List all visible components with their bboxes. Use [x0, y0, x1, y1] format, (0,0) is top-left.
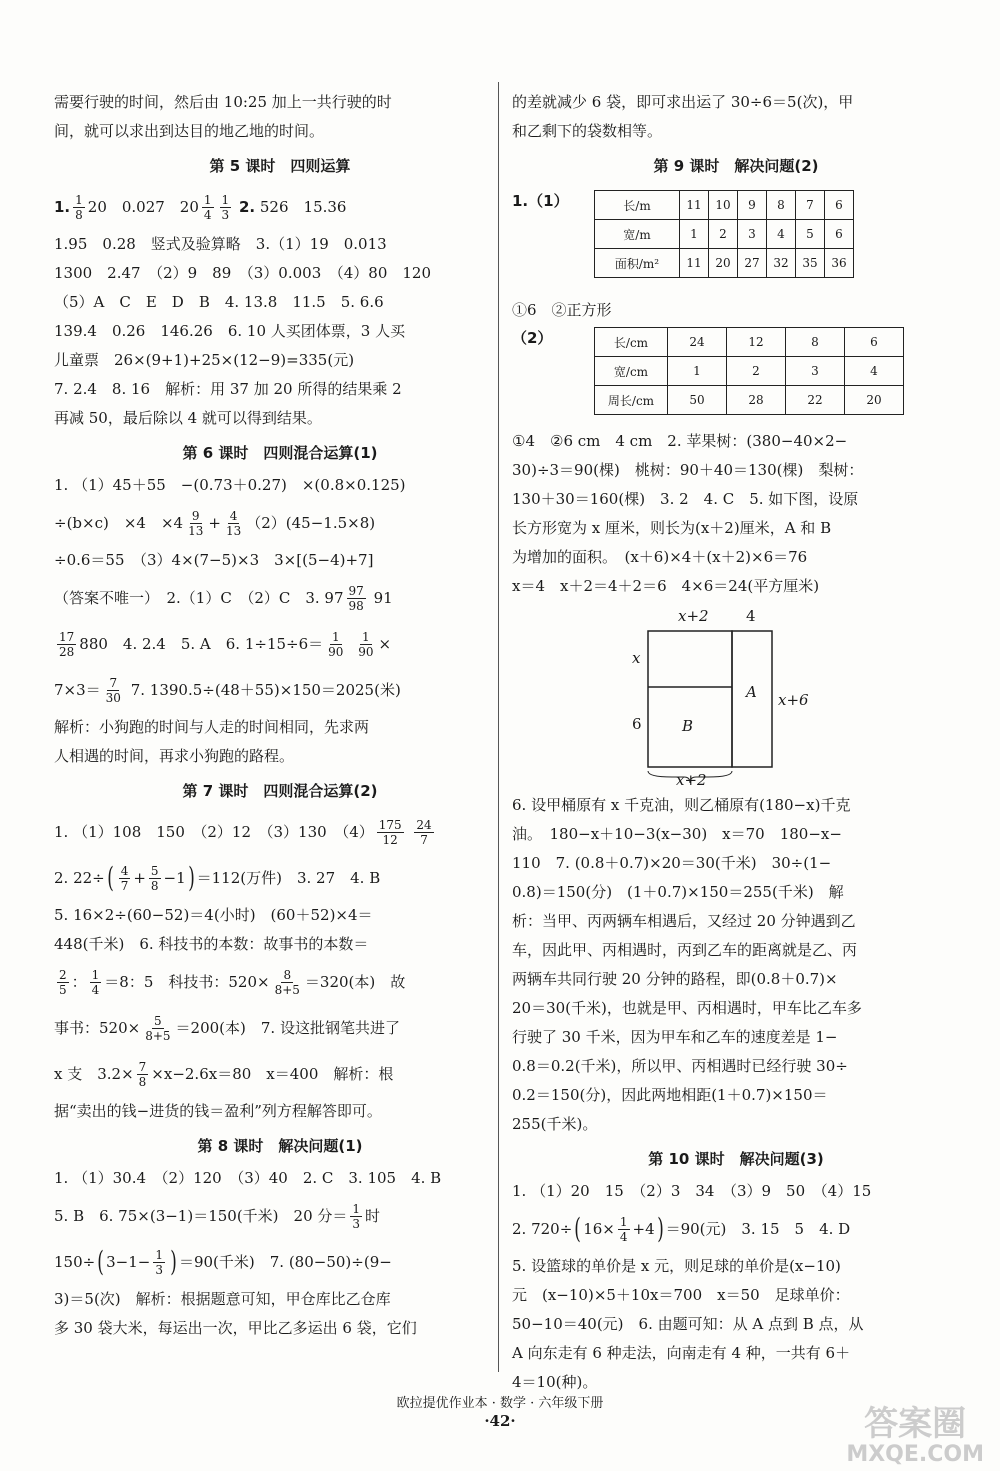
text-line: 50−10＝40(元) 6. 由题可知：从 A 点到 B 点，从 [512, 1315, 864, 1333]
table-cell: 35 [796, 249, 825, 278]
text-line: 1. （1）45＋55 −(0.73＋0.27) ×(0.8×0.125) [54, 476, 406, 494]
fraction: $\frac{97}{98}$ [348, 583, 364, 613]
text-line: 析：当甲、丙两辆车相遇后，又经过 20 分钟遇到乙 [512, 912, 856, 930]
row-header: 周长/cm [595, 386, 668, 415]
text-line: 30)÷3＝90(棵) 桃树：90＋40＝130(棵) 梨树： [512, 461, 864, 479]
table-row [595, 386, 904, 415]
table-cell: 6 [825, 220, 854, 249]
text-line: 150÷ ( 3−1− $\frac{1}{3}$ ) ＝90(千米) 7. (80−50)÷(9− [54, 1245, 392, 1278]
text-line: 1. $\frac{1}{8}$ 20 0.027 20 $\frac{1}{4}$ $\frac{1}{3}$ 2. 526 15.36 [54, 192, 347, 222]
fraction: $\frac{1}{4}$ [91, 967, 100, 997]
text-line: 110 7. (0.8＋0.7)×20＝30(千米) 30÷(1− [512, 854, 832, 872]
text-line: x 支 3.2× $\frac{7}{8}$ ×x−2.6x＝80 x＝400 解析：根 [54, 1059, 394, 1089]
text-line: （答案不唯一） 2.（1）C （2）C 3. 97 $\frac{97}{98}$ 91 [54, 583, 393, 613]
row-header: 面积/m² [595, 249, 680, 278]
label-top-right: 4 [746, 607, 756, 625]
text-line: 5. 16×2÷(60−52)＝4(小时) (60＋52)×4＝ [54, 906, 373, 924]
text-line: 和乙剩下的袋数相等。 [512, 122, 663, 140]
label-left: x [632, 649, 641, 667]
text-line: 0.8＝0.2(千米)，所以甲、丙相遇时已经行驶 30÷ [512, 1057, 848, 1075]
text-line: ÷0.6＝55 （3）4×(7−5)×3 3×[(5−4)+7] [54, 551, 374, 569]
text-line: 5. B 6. 75×(3−1)＝150(千米) 20 分＝ $\frac{1}{3}$ 时 [54, 1201, 381, 1231]
table-cell: 50 [668, 386, 727, 415]
text-line: 20＝30(千米)，也就是甲、丙相遇时，甲车比乙车多 [512, 999, 862, 1017]
label-area-b: B [682, 717, 694, 735]
text-line: 1. （1）30.4 （2）120 （3）40 2. C 3. 105 4. B [54, 1169, 442, 1187]
table-cell: 8 [786, 328, 845, 357]
label-right: x+6 [778, 691, 809, 709]
text-line: 元 (x−10)×5＋10x＝700 x＝50 足球单价： [512, 1286, 850, 1304]
text-line: 两辆车共同行驶 20 分钟的路程，即(0.8＋0.7)× [512, 970, 838, 988]
footer-book-title: 欧拉提优作业本 · 数学 · 六年级下册 [396, 1396, 604, 1411]
table-cell: 7 [796, 191, 825, 220]
label-bottom: x+2 [676, 771, 707, 789]
fraction: $\frac{4}{13}$ [225, 508, 242, 538]
table-cell: 20 [845, 386, 904, 415]
table-cell: 3 [786, 357, 845, 386]
table-cell: 11 [680, 249, 709, 278]
table-cell: 2 [709, 220, 738, 249]
table-cell: 27 [738, 249, 767, 278]
text-line: 255(千米)。 [512, 1115, 598, 1133]
table-cell: 24 [668, 328, 727, 357]
table-cell: 36 [825, 249, 854, 278]
text-line: 多 30 袋大米，每运出一次，甲比乙多运出 6 袋，它们 [54, 1319, 417, 1337]
table-row [595, 191, 854, 220]
table-cell: 6 [825, 191, 854, 220]
original-rectangle [648, 631, 732, 767]
text-line: ÷(b×c) ×4 ×4 $\frac{9}{13}$ + $\frac{4}{13}$ （2）(45−1.5×8) [54, 508, 376, 538]
watermark-logo-text: 答案圈 [864, 1404, 967, 1444]
fraction: $\frac{9}{13}$ [188, 508, 204, 538]
section-heading-lesson-7: 第 7 课时 四则混合运算(2) [182, 782, 378, 800]
table-cell: 4 [845, 357, 904, 386]
text-line: 油。 180−x＋10−3(x−30) x＝70 180−x− [512, 825, 842, 843]
text-line: $\frac{17}{28}$ 880 4. 2.4 5. A 6. 1÷15÷6＝ $\frac{1}{90}$ $\frac{1}{90}$ × [59, 629, 392, 659]
text-line: 行驶了 30 千米，因为甲车和乙车的速度差是 1− [512, 1028, 838, 1046]
fraction: $\frac{7}{30}$ [105, 675, 121, 705]
fraction: $\frac{175}{12}$ [378, 817, 402, 847]
table-cell: 12 [727, 328, 786, 357]
text-line: 0.8)＝150(分) (1＋0.7)×150＝255(千米) 解 [512, 883, 844, 901]
text-line: （5）A C E D B 4. 13.8 11.5 5. 6.6 [54, 293, 384, 311]
text-line: 139.4 0.26 146.26 6. 10 人买团体票，3 人买 [54, 322, 406, 340]
table-row [595, 249, 854, 278]
table-cell: 28 [727, 386, 786, 415]
text-line: 需要行驶的时间，然后由 10:25 加上一共行驶的时 [54, 93, 392, 111]
text-line: 1. （1）20 15 （2）3 34 （3）9 50 （4）15 [512, 1182, 872, 1200]
table-cell: 32 [767, 249, 796, 278]
question-label: （2） [512, 329, 553, 347]
text-line: A 向东走有 6 种走法，向南走有 4 种，一共有 6＋ [512, 1344, 851, 1362]
text-line: 人相遇的时间，再求小狗跑的路程。 [54, 747, 295, 765]
fraction: $\frac{5}{8}$ [150, 863, 159, 893]
table-cell: 22 [786, 386, 845, 415]
table-cell: 20 [709, 249, 738, 278]
text-line: 1. （1）108 150 （2）12 （3）130 （4） $\frac{175}{12}$ $\frac{24}{7}$ [54, 817, 432, 847]
watermark [846, 1405, 984, 1467]
table-cell: 11 [680, 191, 709, 220]
section-heading-lesson-5: 第 5 课时 四则运算 [209, 157, 351, 175]
row-header: 宽/m [595, 220, 680, 249]
text-line: 车，因此甲、丙相遇时，丙到乙车的距离就是乙、丙 [512, 941, 858, 959]
row-header: 长/m [595, 191, 680, 220]
question-1-part-2 [512, 327, 960, 423]
page-number: ·42· [484, 1412, 516, 1430]
text-line: 2. 22÷ ( $\frac{4}{7}$ + $\frac{5}{8}$ −1 ) ＝112(万件) 3. 27 4. B [54, 861, 381, 894]
table-cell: 8 [767, 191, 796, 220]
text-line: 长方形宽为 x 厘米，则长为(x＋2)厘米，A 和 B [512, 519, 832, 537]
text-line: 4＝10(种)。 [512, 1373, 598, 1391]
right-column [512, 88, 960, 1397]
fraction: $\frac{7}{8}$ [138, 1059, 147, 1089]
text-line: 的差就减少 6 袋，即可求出运了 30÷6＝5(次)，甲 [512, 93, 854, 111]
text-line: 7×3＝ $\frac{7}{30}$ 7. 1390.5÷(48＋55)×150＝2025(米) [54, 675, 401, 705]
question-label: 1.（1） [512, 192, 569, 210]
fraction: $\frac{1}{90}$ [358, 629, 374, 659]
fraction: $\frac{1}{3}$ [221, 192, 230, 222]
label-top: x+2 [678, 607, 709, 625]
text-line: x＝4 x＋2＝4＋2＝6 4×6＝24(平方厘米) [512, 577, 820, 595]
text-line: 间，就可以求出到达目的地乙地的时间。 [54, 122, 325, 140]
text-line: 再减 50，最后除以 4 就可以得到结果。 [54, 409, 322, 427]
label-area-a: A [746, 683, 757, 701]
table-cell: 9 [738, 191, 767, 220]
table-cell: 1 [668, 357, 727, 386]
question-1-part-1 [512, 190, 960, 292]
table-cell: 5 [796, 220, 825, 249]
fraction: $\frac{1}{90}$ [328, 629, 344, 659]
table-cell: 6 [845, 328, 904, 357]
fraction: $\frac{1}{8}$ [75, 192, 83, 222]
rectangle-diagram [512, 605, 960, 787]
fraction: $\frac{5}{8+5}$ [145, 1013, 171, 1043]
table-cell: 10 [709, 191, 738, 220]
text-line: ①6 ②正方形 [512, 301, 612, 319]
text-line: 事书：520× $\frac{5}{8+5}$ ＝200(本) 7. 设这批钢笔共进了 [54, 1013, 400, 1043]
text-line: 5. 设篮球的单价是 x 元，则足球的单价是(x−10) [512, 1257, 841, 1275]
fraction: $\frac{1}{3}$ [155, 1247, 164, 1277]
label-bottom-left: 6 [632, 715, 642, 733]
fraction: $\frac{17}{28}$ [59, 629, 75, 659]
text-line: 据“卖出的钱−进货的钱＝盈利”列方程解答即可。 [54, 1102, 382, 1120]
table-cell: 4 [767, 220, 796, 249]
fraction: $\frac{4}{7}$ [120, 863, 129, 893]
rectangle-diagram-svg [512, 605, 960, 787]
section-heading-lesson-9: 第 9 课时 解决问题(2) [653, 157, 819, 175]
text-line: 7. 2.4 8. 16 解析：用 37 加 20 所得的结果乘 2 [54, 380, 402, 398]
table-cell: 3 [738, 220, 767, 249]
watermark-url: MXQE.COM [846, 1442, 984, 1467]
section-heading-lesson-6: 第 6 课时 四则混合运算(1) [182, 444, 378, 462]
text-line: ①4 ②6 cm 4 cm 2. 苹果树：(380−40×2− [512, 432, 848, 450]
text-line: 1.95 0.28 竖式及验算略 3.（1）19 0.013 [54, 235, 387, 253]
left-column [54, 88, 506, 1343]
text-line: 为增加的面积。 (x＋6)×4＋(x＋2)×6＝76 [512, 548, 808, 566]
text-line: 3)＝5(次) 解析：根据题意可知，甲仓库比乙仓库 [54, 1290, 391, 1308]
text-line: 6. 设甲桶原有 x 千克油，则乙桶原有(180−x)千克 [512, 796, 851, 814]
fraction: $\frac{1}{4}$ [619, 1214, 628, 1244]
text-line: 解析：小狗跑的时间与人走的时间相同，先求两 [54, 718, 370, 736]
section-heading-lesson-8: 第 8 课时 解决问题(1) [197, 1137, 363, 1155]
text-line: 1300 2.47 （2）9 89 （3）0.003 （4）80 120 [54, 264, 431, 282]
fraction: $\frac{24}{7}$ [416, 817, 432, 847]
table-cell: 1 [680, 220, 709, 249]
table-cell: 2 [727, 357, 786, 386]
rectangle-perimeter-table [594, 327, 904, 415]
table-row [595, 220, 854, 249]
text-line: $\frac{2}{5}$ ： $\frac{1}{4}$ ＝8：5 科技书：520× $\frac{8}{8+5}$ ＝320(本) 故 [59, 967, 406, 997]
fraction: $\frac{2}{5}$ [59, 967, 67, 997]
row-header: 长/cm [595, 328, 668, 357]
text-line: 0.2＝150(分)，因此两地相距(1＋0.7)×150＝ [512, 1086, 828, 1104]
table-row [595, 357, 904, 386]
text-line: 130＋30＝160(棵) 3. 2 4. C 5. 如下图，设原 [512, 490, 859, 508]
fraction: $\frac{8}{8+5}$ [274, 967, 300, 997]
text-line: 2. 720÷ ( 16× $\frac{1}{4}$ +4 ) ＝90(元) 3. 15 5 4. D [512, 1212, 851, 1245]
text-line: 儿童票 26×(9+1)+25×(12−9)=335(元) [54, 351, 355, 369]
table-row [595, 328, 904, 357]
text-line: 448(千米) 6. 科技书的本数：故事书的本数＝ [54, 935, 369, 953]
row-header: 宽/cm [595, 357, 668, 386]
section-heading-lesson-10: 第 10 课时 解决问题(3) [648, 1150, 824, 1168]
fraction: $\frac{1}{3}$ [352, 1201, 361, 1231]
rectangle-area-table [594, 190, 854, 278]
fraction: $\frac{1}{4}$ [203, 192, 212, 222]
